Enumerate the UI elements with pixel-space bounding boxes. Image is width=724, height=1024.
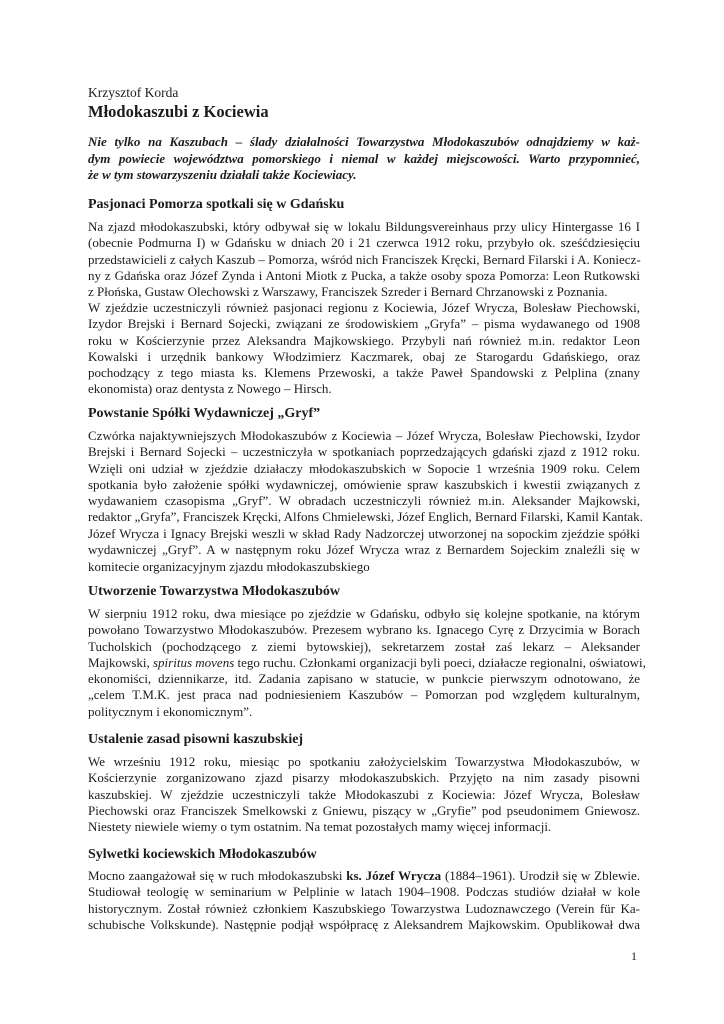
paragraph <box>88 606 646 720</box>
paragraph-line: wydawniczej „Gryf”. A w następnym roku Józef Wrycza wraz z Bernardem Sojeckim znaleźli się w <box>88 542 640 558</box>
paragraph-line: powołano Towarzystwo Młodokaszubów. Prezesem wybrano ks. Ignacego Cyrę z Drzycimia w Borach <box>88 622 640 638</box>
paragraph-line: komitecie organizacyjnym zjazdu młodokaszubskiego <box>88 558 370 574</box>
paragraph-line: W sierpniu 1912 roku, dwa miesiące po zjeździe w Gdańsku, odbyło się kolejne spotkanie, na którym <box>88 606 640 621</box>
bold-name: ks. Józef Wrycza <box>346 868 442 883</box>
section-heading: Utworzenie Towarzystwa Młodokaszubów <box>88 584 340 599</box>
section-heading: Sylwetki kociewskich Młodokaszubów <box>88 847 317 862</box>
lead-paragraph <box>88 134 640 184</box>
paragraph-line: ekonomista) oraz dentysta z Nowego – Hirsch. <box>88 381 332 397</box>
paragraph-line: schubische Volkskunde). Następnie podjął współpracę z Aleksandrem Majkowskim. Opublikował dwa <box>88 916 640 932</box>
paragraph-line: We wrześniu 1912 roku, miesiąc po spotkaniu założycielskim Towarzystwa Młodokaszubów, w <box>88 754 640 769</box>
page-number: 1 <box>631 949 637 963</box>
paragraph-line: Studiował teologię w seminarium w Pelplinie w latach 1904–1908. Podczas studiów działał w kole <box>88 884 640 900</box>
paragraph <box>88 428 643 526</box>
line-text: Majkowski, <box>88 654 153 670</box>
author-name: Krzysztof Korda <box>88 85 179 100</box>
paragraph <box>88 526 640 575</box>
line-text: tego ruchu. Członkami organizacji byli poeci, działacze regionalni, oświatowi, <box>234 654 646 670</box>
lead-line: że w tym stowarzyszeniu działali także Kociewiacy. <box>88 167 357 182</box>
paragraph-line: ekonomiści, dziennikarze, itd. Zadania zapisano w statucie, w punkcie pierwszym odnotowano, że <box>88 671 640 687</box>
paragraph-line <box>88 868 640 884</box>
paragraph-line: redaktor „Gryfa”, Franciszek Kręcki, Alfons Chmielewski, Józef Englich, Bernard Filarski, Kamil Kantak. <box>88 509 643 525</box>
paragraph-line: wydawaniem czasopisma „Gryf”. W obradach uczestniczyli również m.in. Aleksander Majkowski, <box>88 493 640 509</box>
paragraph-line: W zjeździe uczestniczyli również pasjonaci regionu z Kociewia, Józef Wrycza, Bolesław Piechowski, <box>88 300 640 315</box>
paragraph-line: historycznym. Został również członkiem Kaszubskiego Towarzystwa Ludoznawczego (Verein für Ka- <box>88 900 640 916</box>
paragraph-line: (obecnie Podmurna I) w Gdańsku w dniach 20 i 21 czerwca 1912 roku, przybyło ok. sześćdziesięciu <box>88 235 640 251</box>
article-title: Młodokaszubi z Kociewia <box>88 102 269 121</box>
paragraph-line: politycznym i ekonomicznym”. <box>88 703 253 719</box>
paragraph-line: z Płońska, Gustaw Olechowski z Warszawy, Franciszek Szreder i Bernard Chrzanowski z Poznania. <box>88 284 608 300</box>
paragraph-line: „celem T.M.K. jest praca nad podniesieniem Kaszubów – Pomorzan pod względem kulturalnym, <box>88 687 640 703</box>
paragraph-line: Niestety niewiele wiemy o tym ostatnim. Na temat pozostałych mamy więcej informacji. <box>88 819 552 835</box>
paragraph <box>88 300 640 398</box>
line-text: Mocno zaangażował się w ruch młodokaszubski <box>88 868 347 883</box>
paragraph-line: Kowalski i urzędnik bankowy Włodzimierz Kaczmarek, obaj ze Starogardu Gdańskiego, oraz <box>88 348 640 364</box>
paragraph-line: Wzięli oni udział w zjeździe działaczy młodokaszubskich w Sopocie 1 września 1909 roku. Celem <box>88 460 640 476</box>
line-text: (1884–1961). Urodził się w Zblewie. <box>441 868 641 883</box>
section-heading: Pasjonaci Pomorza spotkali się w Gdańsku <box>88 197 345 212</box>
paragraph-line: pochodzący z tego miasta ks. Klemens Przewoski, a także Paweł Spandowski z Pelplina (znany <box>88 365 640 381</box>
paragraph <box>88 219 640 300</box>
paragraph-line: Brejski i Bernard Sojecki – uczestniczyła w spotkaniach poprzedzających gdański zjazd z 1912 roku. <box>88 444 640 460</box>
paragraph-line: Kościerzynie zorganizowano zjazd pisarzy młodokaszubskich. Przyjęto na nim zasady pisowni <box>88 770 640 786</box>
paragraph-line: Tucholskich (pochodzącego z ziemi bytowskiej), sekretarzem został zaś lekarz – Aleksander <box>88 638 640 654</box>
paragraph-line: ny z Gdańska oraz Józef Zynda i Antoni Miotk z Pucka, a także osoby spoza Pomorza: Leon Rutkowski <box>88 267 640 283</box>
italic-phrase: spiritus movens <box>153 654 235 670</box>
lead-line: Nie tylko na Kaszubach – ślady działalności Towarzystwa Młodokaszubów odnajdziemy w każ- <box>88 134 640 149</box>
paragraph-line: Piechowski oraz Franciszek Smelkowski z Gniewu, piszący w „Gryfie” pod pseudonimem Gniewosz. <box>88 802 640 818</box>
paragraph-line: kaszubskiej. W zjeździe uczestniczyli także Młodokaszubi z Kociewia: Józef Wrycza, Bolesław <box>88 786 640 802</box>
paragraph-line: spotkania było założenie spółki wydawniczej, omówienie spraw kaszubskich i kwestii związanych z <box>88 476 640 492</box>
paragraph-line: Czwórka najaktywniejszych Młodokaszubów z Kociewia – Józef Wrycza, Bolesław Piechowski, Izydor <box>88 428 640 443</box>
paragraph-line: przedstawicieli z całych Kaszub – Pomorza, wśród nich Franciszek Kręcki, Bernard Filarski i A. Koniecz- <box>88 251 641 267</box>
lead-line: dym powiecie województwa pomorskiego i niemal w każdej miejscowości. Warto przypomnieć, <box>88 150 640 166</box>
section-heading: Powstanie Spółki Wydawniczej „Gryf” <box>88 406 321 421</box>
paragraph-line: Na zjazd młodokaszubski, który odbywał się w lokalu Bildungsvereinhaus przy ulicy Hintergasse 16 I <box>88 219 640 234</box>
paragraph-line <box>88 654 646 671</box>
paragraph <box>88 868 640 933</box>
paragraph <box>88 754 640 835</box>
paragraph-line: roku w Kościerzynie przez Aleksandra Majkowskiego. Przybyli nań również m.in. redaktor Leon <box>88 332 640 348</box>
paragraph-line: Józef Wrycza i Ignacy Brejski weszli w skład Rady Nadzorczej utworzonej na sopockim zjeździe spółki <box>88 526 640 541</box>
paragraph-line: Izydor Brejski i Bernard Sojecki, związani ze środowiskiem „Gryfa” – pisma wydawanego od 1908 <box>88 316 640 332</box>
section-heading: Ustalenie zasad pisowni kaszubskiej <box>88 732 304 747</box>
